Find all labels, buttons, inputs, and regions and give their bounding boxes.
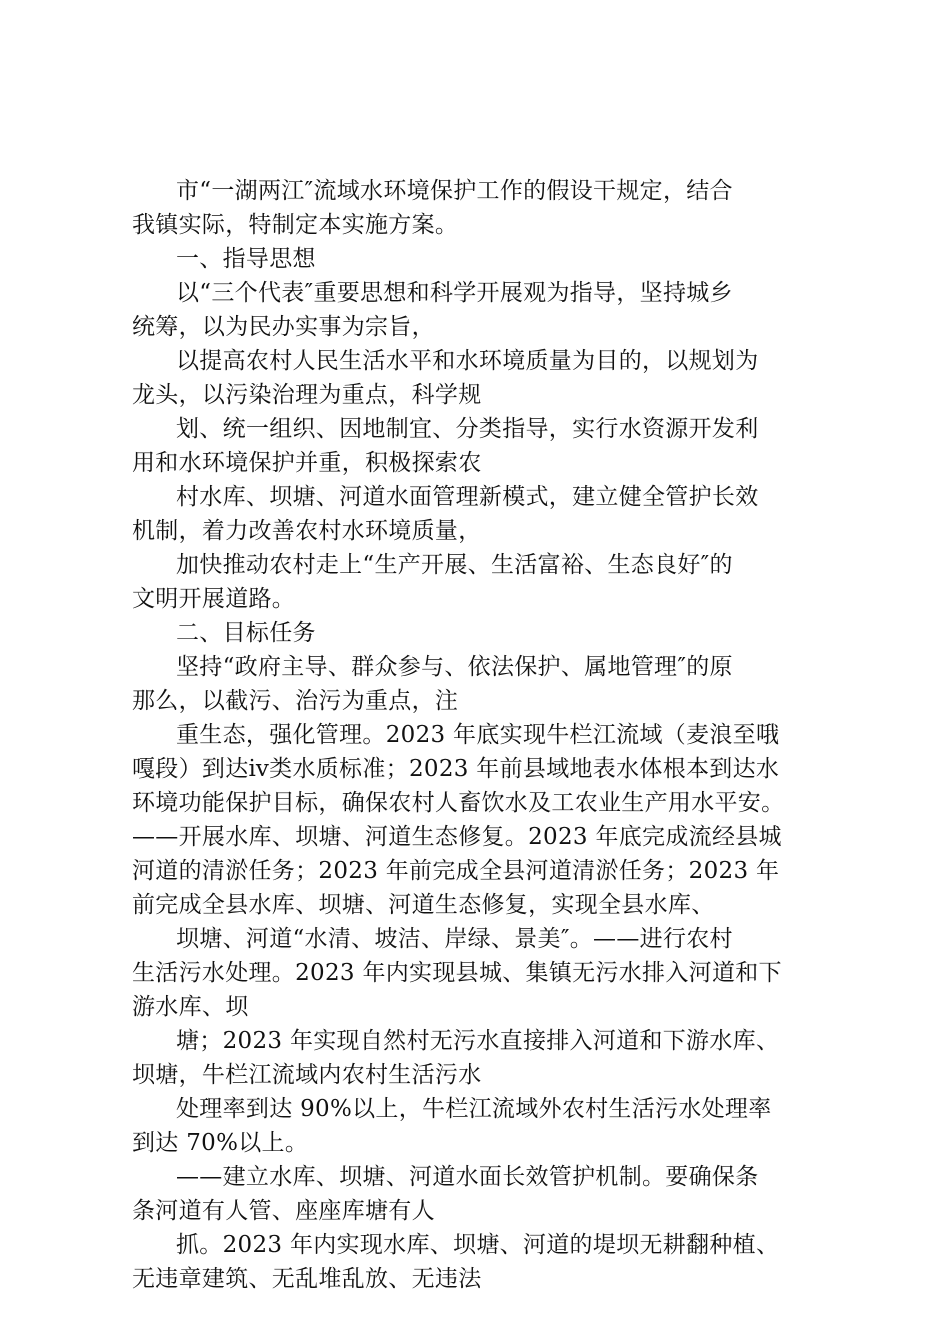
- text-line: 前完成全县水库、坝塘、河道生态修复，实现全县水库、: [132, 892, 715, 918]
- text-line: ——开展水库、坝塘、河道生态修复。2023 年底完成流经县城: [132, 824, 782, 850]
- text-line: 统筹，以为民办实事为宗旨，: [132, 314, 435, 340]
- text-line: 条河道有人管、座座库塘有人: [132, 1198, 435, 1224]
- text-line: 处理率到达 90%以上，牛栏江流域外农村生活污水处理率: [176, 1096, 772, 1122]
- text-line: 划、统一组织、因地制宜、分类指导，实行水资源开发利: [176, 416, 759, 442]
- text-line: 坝塘、河道“水清、坡洁、岸绿、景美″。——进行农村: [176, 926, 733, 952]
- text-line: 游水库、坝: [132, 994, 249, 1020]
- text-line: 无违章建筑、无乱堆乱放、无违法: [132, 1266, 482, 1292]
- text-line: 坝塘，牛栏江流域内农村生活污水: [132, 1062, 482, 1088]
- text-line: 到达 70%以上。: [132, 1130, 309, 1156]
- text-line: 河道的清淤任务；2023 年前完成全县河道清淤任务；2023 年: [132, 858, 780, 884]
- text-line: 环境功能保护目标，确保农村人畜饮水及工农业生产用水平安。: [132, 790, 785, 816]
- text-line: 我镇实际，特制定本实施方案。: [132, 212, 459, 238]
- text-line: 塘；2023 年实现自然村无污水直接排入河道和下游水库、: [176, 1028, 780, 1054]
- text-line: 坚持“政府主导、群众参与、依法保护、属地管理″的原: [176, 654, 733, 680]
- text-line: ——建立水库、坝塘、河道水面长效管护机制。要确保条: [176, 1164, 759, 1190]
- text-line: 龙头，以污染治理为重点，科学规: [132, 382, 482, 408]
- text-line: 重生态，强化管理。2023 年底实现牛栏江流域（麦浪至哦: [176, 722, 780, 748]
- text-line: 机制，着力改善农村水环境质量，: [132, 518, 482, 544]
- text-line: 用和水环境保护并重，积极探索农: [132, 450, 482, 476]
- text-line: 那么，以截污、治污为重点，注: [132, 688, 459, 714]
- text-line: 文明开展道路。: [132, 586, 296, 612]
- text-line: 嘎段）到达ⅳ类水质标准；2023 年前县域地表水体根本到达水: [132, 756, 780, 782]
- section-heading: 一、指导思想: [176, 246, 316, 272]
- section-heading: 二、目标任务: [176, 620, 316, 646]
- text-line: 以提高农村人民生活水平和水环境质量为目的，以规划为: [176, 348, 759, 374]
- text-line: 以“三个代表″重要思想和科学开展观为指导，坚持城乡: [176, 280, 733, 306]
- text-line: 加快推动农村走上“生产开展、生活富裕、生态良好″的: [176, 552, 733, 578]
- text-line: 抓。2023 年内实现水库、坝塘、河道的堤坝无耕翻种植、: [176, 1232, 780, 1258]
- document-body: [132, 174, 832, 1296]
- text-line: 市“一湖两江″流域水环境保护工作的假设干规定，结合: [176, 178, 733, 204]
- text-line: 村水库、坝塘、河道水面管理新模式，建立健全管护长效: [176, 484, 759, 510]
- text-line: 生活污水处理。2023 年内实现县城、集镇无污水排入河道和下: [132, 960, 782, 986]
